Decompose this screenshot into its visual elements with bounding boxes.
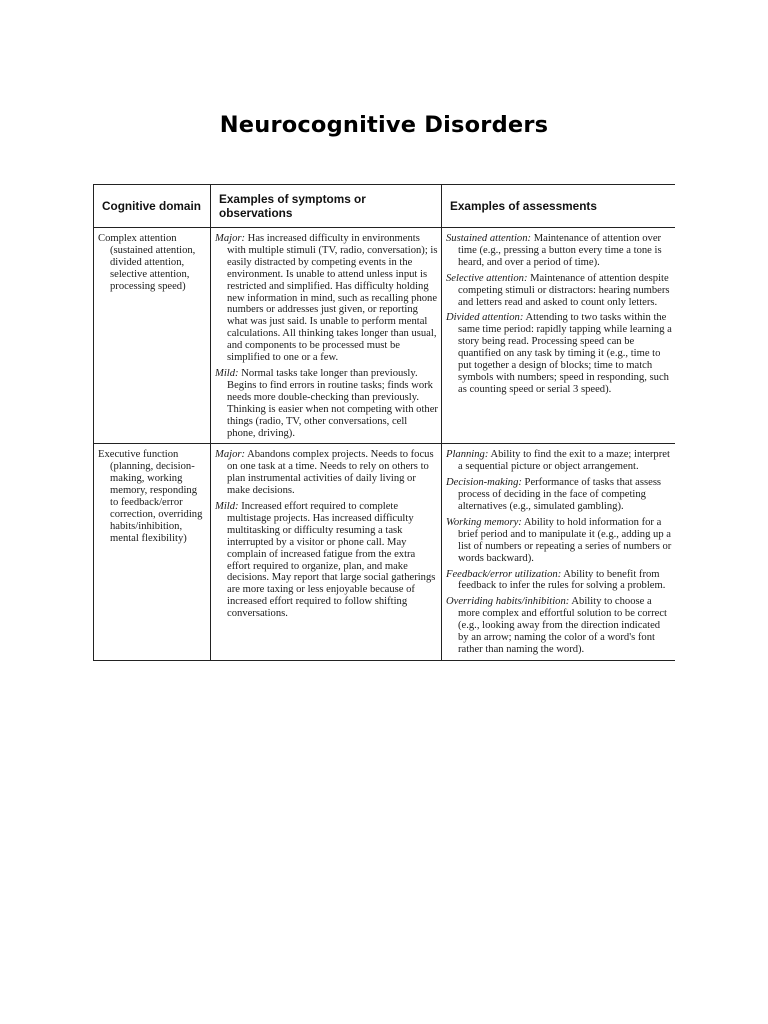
assessments-cell <box>442 228 676 444</box>
assessment-text: Attending to two tasks within the same time period: rapidly tapping while learning a story being read. Processing speed can be quantified on any task by timing it (e.g., time to put together a design of blocks; time to match symbols with numbers; speed in responding, such as counting speed or serial 3 speed). <box>458 312 672 395</box>
assessment-label: Divided attention: <box>446 312 524 324</box>
severity-label: Major: <box>215 449 246 461</box>
assessment-text: Ability to choose a more complex and effortful solution to be correct (e.g., looking away from the direction indicated by an arrow; naming the color of a word's font rather than naming the word). <box>458 596 667 655</box>
symptom-entry <box>215 449 438 497</box>
domain-description: (sustained attention, divided attention, selective attention, processing speed) <box>110 244 196 292</box>
assessment-entry <box>446 517 672 565</box>
assessment-entry <box>446 569 672 593</box>
symptom-entry <box>215 501 438 620</box>
symptom-text: Has increased difficulty in environments with multiple stimuli (TV, radio, conversation); is easily distracted by competing events in the environment. Is unable to attend unless input is restricted and simplified. Has difficulty holding new information in mind, such as recalling phone numbers or addresses just given, or reporting what was just said. Is unable to perform mental calculations. All thinking takes longer than usual, and components to be processed must be simplified to one or a few. <box>227 233 438 364</box>
domain-name: Executive function <box>98 449 179 461</box>
symptom-entry <box>215 368 438 439</box>
column-header-domain: Cognitive domain <box>94 185 211 228</box>
symptom-text: Increased effort required to complete multistage projects. Has increased difficulty multitasking or difficulty resuming a task interrupted by a visitor or phone call. May complain of increased fatigue from the extra effort required to organize, plan, and make decisions. May report that large social gatherings are more taxing or less enjoyable because of increased effort required to follow shifting conversations. <box>227 501 436 620</box>
table-row <box>94 228 676 444</box>
column-header-assessments: Examples of assessments <box>442 185 676 228</box>
assessments-cell <box>442 444 676 661</box>
assessment-label: Working memory: <box>446 516 522 528</box>
symptoms-cell <box>211 228 442 444</box>
assessment-label: Overriding habits/inhibition: <box>446 596 570 608</box>
assessment-label: Decision-making: <box>446 477 522 489</box>
assessment-entry <box>446 233 672 269</box>
assessment-text: Maintenance of attention over time (e.g., pressing a button every time a tone is heard, and over a period of time). <box>458 233 662 268</box>
assessment-entry <box>446 449 672 473</box>
assessment-text: Maintenance of attention despite competing stimuli or distractors: hearing numbers and letters read and asked to count only letters. <box>458 272 670 308</box>
severity-label: Mild: <box>215 367 239 379</box>
domain-name: Complex attention <box>98 233 177 244</box>
domain-cell <box>94 444 211 661</box>
domain-cell <box>94 228 211 444</box>
page-title: Neurocognitive Disorders <box>219 112 549 138</box>
table-header-row <box>94 185 676 228</box>
severity-label: Mild: <box>215 501 239 513</box>
table-image-region <box>93 184 675 662</box>
assessment-entry <box>446 477 672 513</box>
domain-description: (planning, decision-making, working memory, responding to feedback/error correction, overriding habits/inhibition, mental flexibility) <box>110 461 203 544</box>
assessment-label: Planning: <box>446 449 489 461</box>
assessment-entry <box>446 312 672 395</box>
symptom-text: Normal tasks take longer than previously. Begins to find errors in routine tasks; finds work needs more double-checking than previously. Thinking is easier when not competing with other things (radio, TV, other conversations, cell phone, driving). <box>227 367 438 439</box>
cognitive-domains-table <box>93 184 675 661</box>
column-header-symptoms: Examples of symptoms or observations <box>211 185 442 228</box>
assessment-entry <box>446 596 672 656</box>
symptom-entry <box>215 233 438 364</box>
symptom-text: Abandons complex projects. Needs to focus on one task at a time. Needs to rely on others to plan instrumental activities of daily living or make decisions. <box>227 449 434 497</box>
assessment-text: Ability to find the exit to a maze; interpret a sequential picture or object arrangement. <box>458 449 670 473</box>
assessment-label: Sustained attention: <box>446 233 532 244</box>
assessment-text: Ability to hold information for a brief period and to manipulate it (e.g., adding up a list of numbers or repeating a series of numbers or words backward). <box>458 516 672 564</box>
assessment-text: Ability to benefit from feedback to infer the rules for solving a problem. <box>458 568 666 592</box>
table-row <box>94 444 676 661</box>
assessment-label: Feedback/error utilization: <box>446 568 562 580</box>
assessment-label: Selective attention: <box>446 272 528 284</box>
symptoms-cell <box>211 444 442 661</box>
severity-label: Major: <box>215 233 246 244</box>
assessment-entry <box>446 273 672 309</box>
assessment-text: Performance of tasks that assess process of deciding in the face of competing alternatives (e.g., simulated gambling). <box>458 477 662 513</box>
